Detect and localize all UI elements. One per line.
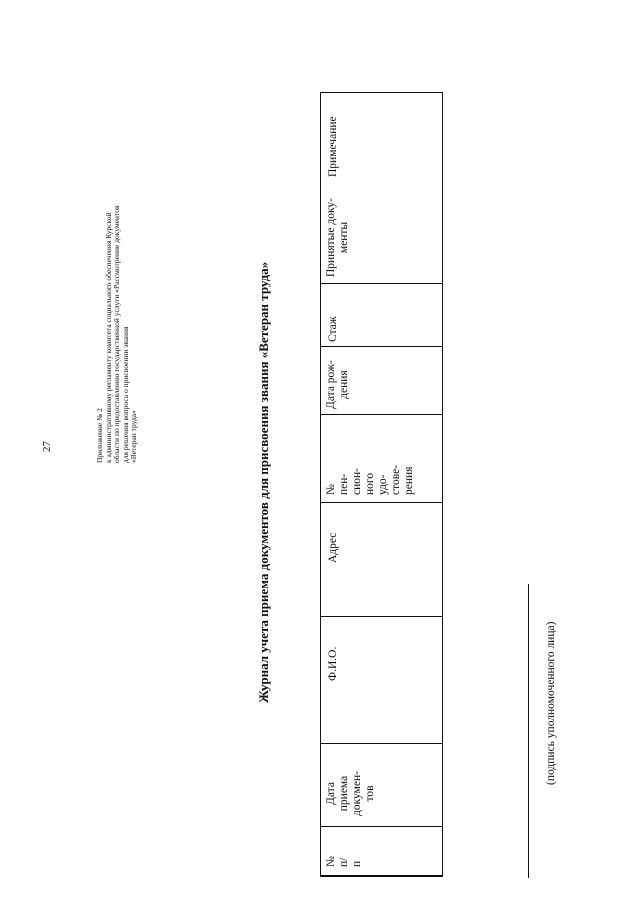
column-header: Адрес	[327, 532, 339, 563]
page-number: 27	[41, 441, 53, 452]
column-full-name	[321, 617, 442, 744]
column-notes	[321, 93, 442, 185]
column-pension-certificate	[321, 415, 442, 503]
journal-title: Журнал учета приема документов для присвоения звания «Ветеран труда»	[256, 261, 271, 703]
appendix-line: Приложение № 2	[95, 408, 104, 463]
column-header: Стаж	[327, 316, 339, 342]
column-number	[321, 827, 442, 876]
column-header: Ф.И.О.	[327, 646, 339, 681]
column-receipt-date	[321, 744, 442, 827]
appendix-line: к административному регламенту комитета социального обеспечения Курской	[103, 212, 113, 463]
appendix-line: области по предоставлению государственной услуги «Рассмотрение документов	[112, 205, 121, 463]
appendix-line: «Ветеран труда»	[129, 410, 138, 463]
column-header: № пен- сион- ного удо- стове- рения	[325, 464, 415, 495]
appendix-line: для решения вопроса о присвоении звания	[120, 326, 130, 463]
signature-label: (подпись уполномоченного лица)	[545, 621, 557, 785]
column-header: Дата рож- дения	[325, 360, 350, 409]
column-address	[321, 503, 442, 617]
signature-line	[528, 584, 529, 878]
column-header: № п/ п	[325, 856, 363, 867]
column-birth-date	[321, 347, 442, 415]
appendix-note	[96, 205, 139, 463]
column-header: Принятые доку- менты	[325, 198, 350, 277]
column-header: Примечание	[327, 116, 339, 177]
column-experience	[321, 284, 442, 347]
column-accepted-documents	[321, 185, 442, 284]
journal-table	[320, 92, 443, 877]
column-header: Дата приема докумен- тов	[325, 771, 376, 816]
